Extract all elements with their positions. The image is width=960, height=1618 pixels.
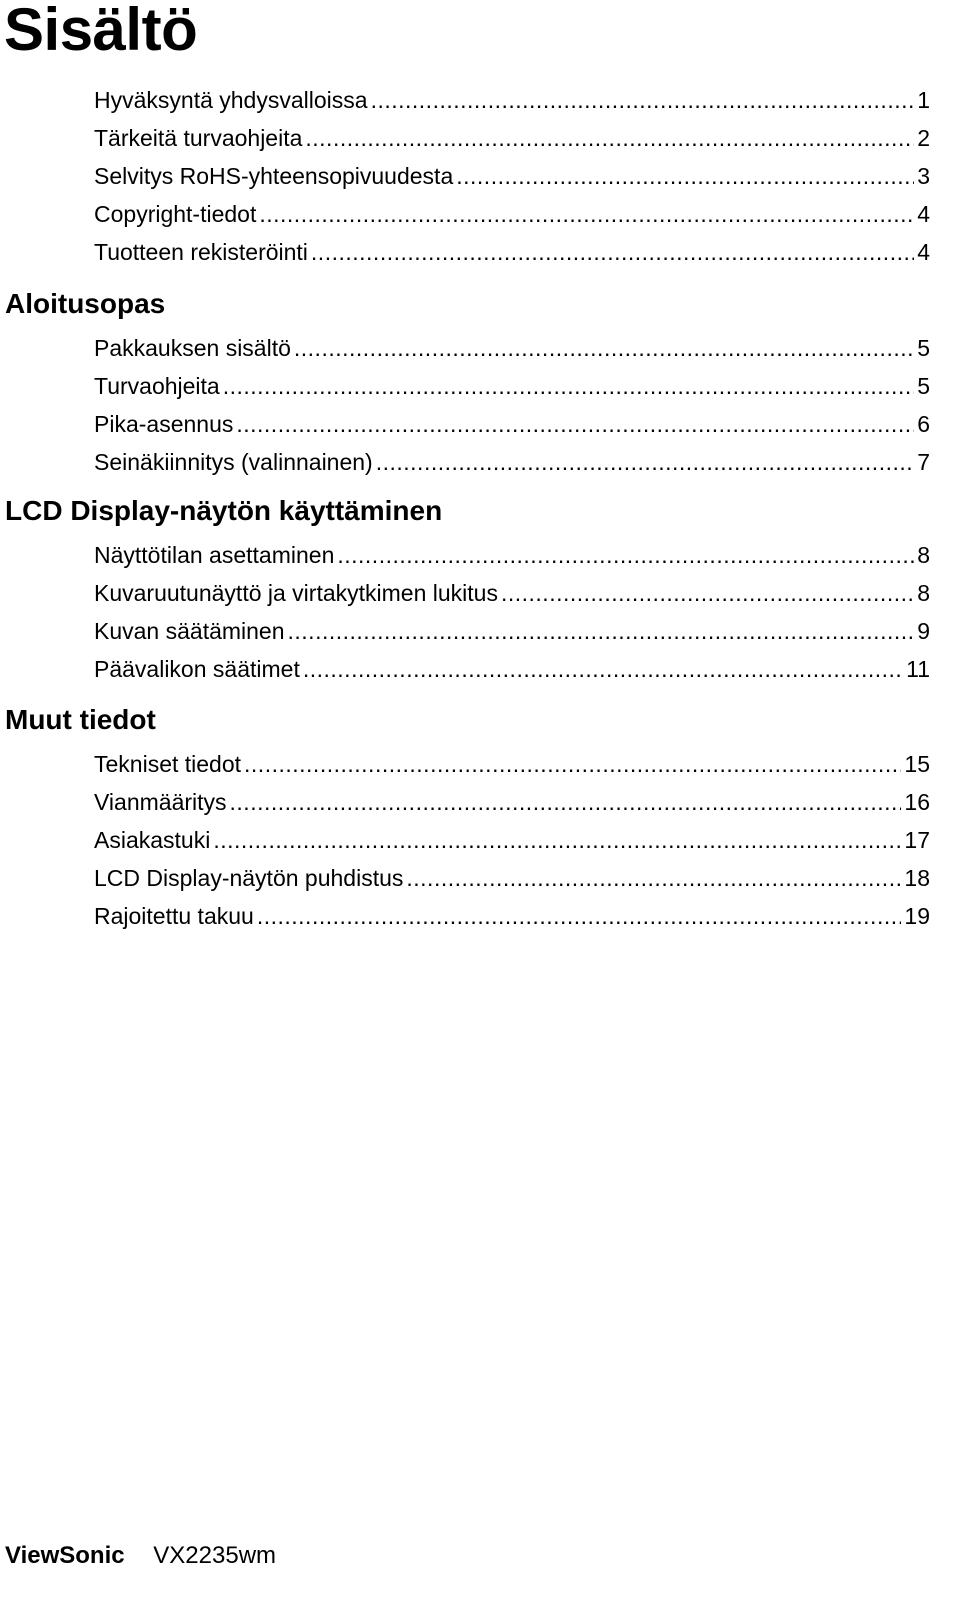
toc-entry-label: LCD Display-näytön puhdistus (94, 865, 404, 891)
toc-entry-page: 16 (904, 789, 930, 815)
toc-entry-label: Asiakastuki (94, 827, 211, 853)
toc-entry-page: 5 (917, 373, 930, 399)
section-heading[interactable]: Aloitusopas (5, 288, 166, 319)
dot-leader (311, 237, 914, 267)
toc-entry-label: Kuvan säätäminen (94, 618, 285, 644)
dot-leader (223, 371, 914, 401)
footer-brand: ViewSonic (5, 1542, 125, 1569)
toc-entry-page: 7 (917, 449, 930, 475)
dot-leader (406, 863, 901, 893)
toc-entry[interactable] (94, 616, 930, 646)
dot-leader (257, 901, 902, 931)
dot-leader (376, 447, 914, 477)
toc-entry[interactable] (94, 333, 930, 363)
toc-entry-page: 8 (917, 542, 930, 568)
dot-leader (236, 409, 914, 439)
toc-entry-label: Päävalikon säätimet (94, 656, 300, 682)
toc-entry-page: 19 (904, 903, 930, 929)
toc-entry-page: 15 (904, 751, 930, 777)
toc-entry-page: 4 (917, 201, 930, 227)
toc-entry[interactable] (94, 749, 930, 779)
toc-entry-page: 9 (917, 618, 930, 644)
page-footer (5, 1541, 276, 1571)
toc-entry-page: 18 (904, 865, 930, 891)
toc-entry-label: Turvaohjeita (94, 373, 220, 399)
dot-leader (501, 578, 914, 608)
toc-entry[interactable] (94, 237, 930, 267)
toc-entry-label: Tekniset tiedot (94, 751, 242, 777)
toc-entry[interactable] (94, 540, 930, 570)
page-title: Sisältö (4, 0, 198, 63)
toc-entry-label: Tuotteen rekisteröinti (94, 239, 308, 265)
toc-entry[interactable] (94, 409, 930, 439)
section-heading[interactable]: Muut tiedot (5, 704, 156, 735)
toc-entry-label: Pika-asennus (94, 411, 234, 437)
section-heading[interactable]: LCD Display-näytön käyttäminen (5, 495, 443, 526)
toc-entry[interactable] (94, 901, 930, 931)
dot-leader (294, 333, 914, 363)
dot-leader (230, 787, 902, 817)
toc-entry[interactable] (94, 787, 930, 817)
dot-leader (288, 616, 915, 646)
toc-entry-page: 2 (917, 125, 930, 151)
toc-entry-page: 5 (917, 335, 930, 361)
toc-entry[interactable] (94, 447, 930, 477)
toc-entry[interactable] (94, 199, 930, 229)
toc-entry-page: 17 (904, 827, 930, 853)
toc-entry-label: Rajoitettu takuu (94, 903, 254, 929)
toc-entry[interactable] (94, 85, 930, 115)
dot-leader (371, 85, 915, 115)
toc-entry-page: 6 (917, 411, 930, 437)
toc-entry-page: 3 (917, 163, 930, 189)
toc-entry-label: Tärkeitä turvaohjeita (94, 125, 303, 151)
toc-entry-label: Copyright-tiedot (94, 201, 257, 227)
footer-model: VX2235wm (153, 1542, 277, 1569)
dot-leader (305, 123, 914, 153)
dot-leader (456, 161, 914, 191)
toc-entry-label: Hyväksyntä yhdysvalloissa (94, 87, 368, 113)
toc-entry[interactable] (94, 863, 930, 893)
toc-entry[interactable] (94, 825, 930, 855)
toc-entry-label: Pakkauksen sisältö (94, 335, 291, 361)
dot-leader (213, 825, 901, 855)
toc-entry-label: Seinäkiinnitys (valinnainen) (94, 449, 373, 475)
toc-entry-page: 8 (917, 580, 930, 606)
toc-entry-page: 1 (917, 87, 930, 113)
toc-entry[interactable] (94, 161, 930, 191)
toc-entry[interactable] (94, 123, 930, 153)
dot-leader (337, 540, 914, 570)
toc-entry-label: Vianmääritys (94, 789, 227, 815)
toc-entry-page: 11 (906, 656, 930, 682)
toc-entry[interactable] (94, 371, 930, 401)
dot-leader (303, 654, 903, 684)
toc-entry-label: Kuvaruutunäyttö ja virtakytkimen lukitus (94, 580, 498, 606)
dot-leader (244, 749, 901, 779)
toc-entry-label: Selvitys RoHS-yhteensopivuudesta (94, 163, 454, 189)
toc-entry[interactable] (94, 654, 930, 684)
toc-entry-page: 4 (917, 239, 930, 265)
toc-entry-label: Näyttötilan asettaminen (94, 542, 335, 568)
toc-entry[interactable] (94, 578, 930, 608)
dot-leader (259, 199, 914, 229)
